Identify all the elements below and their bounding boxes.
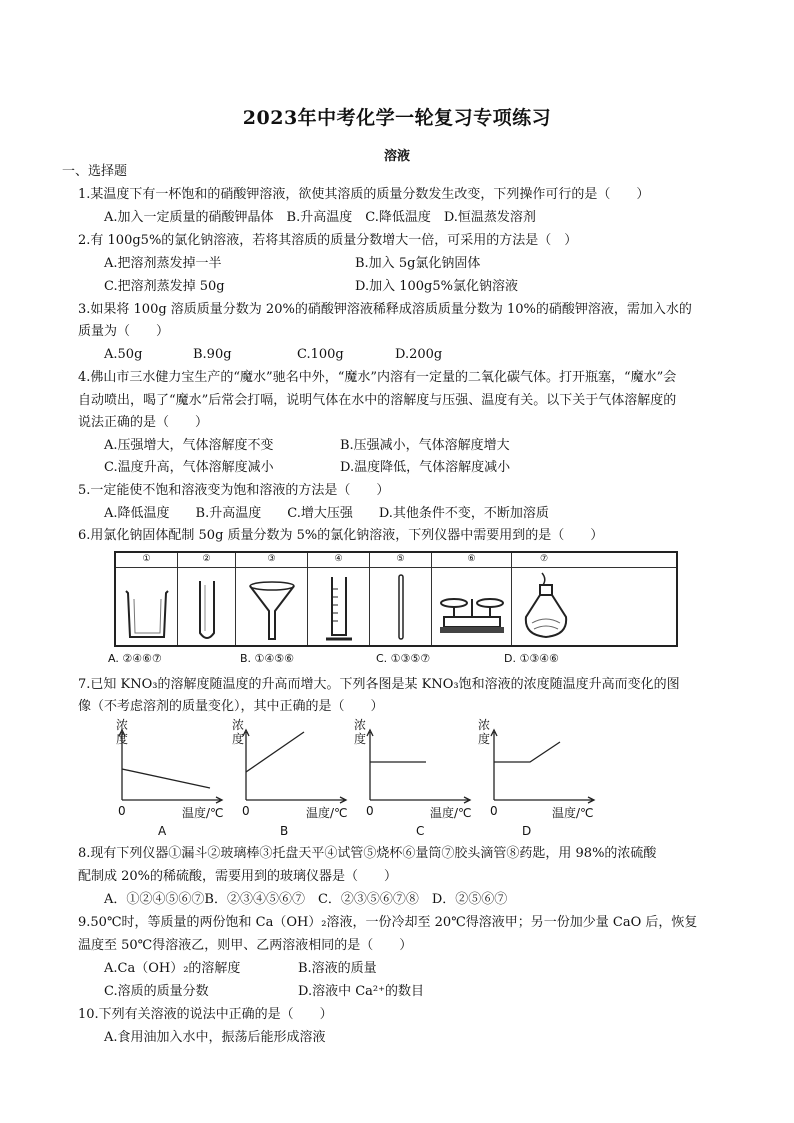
graph-ylabel: 度 — [478, 732, 491, 746]
q2-stem: 2.有 100g5%的氯化钠溶液，若将其溶质的质量分数增大一倍，可采用的方法是（ ） — [78, 233, 578, 248]
q9-option-c: C.溶质的质量分数 — [104, 984, 209, 999]
q1-stem: 1.某温度下有一杯饱和的硝酸钾溶液，欲使其溶质的质量分数发生改变，下列操作可行的是（ ） — [78, 187, 650, 202]
test-tube-icon — [178, 569, 236, 645]
instrument-number: ⑥ — [467, 554, 476, 564]
graph-origin: 0 — [118, 804, 126, 818]
q4-option-a: A.压强增大，气体溶解度不变 — [104, 438, 274, 453]
graph-a — [100, 716, 230, 838]
instrument-glass-rod — [370, 553, 432, 645]
q3-stem-line2: 质量为（ ） — [78, 324, 170, 339]
alcohol-lamp-icon — [512, 569, 582, 645]
q10-option-a: A.食用油加入水中，振荡后能形成溶液 — [104, 1030, 326, 1045]
graph-d — [472, 716, 602, 838]
graph-ylabel: 浓 — [232, 718, 245, 732]
graph-letter: A — [158, 824, 167, 838]
instrument-alcohol-lamp — [512, 553, 676, 645]
q6-stem: 6.用氯化钠固体配制 50g 质量分数为 5%的氯化钠溶液，下列仪器中需要用到的是（ ） — [78, 528, 604, 543]
instrument-number: ① — [142, 554, 151, 564]
q4-option-b: B.压强减小，气体溶解度增大 — [340, 438, 510, 453]
q5-stem: 5.一定能使不饱和溶液变为饱和溶液的方法是（ ） — [78, 483, 390, 498]
graph-xlabel: 温度/℃ — [430, 806, 472, 820]
q3-option-c: C.100g — [297, 347, 344, 362]
q7-stem-line1: 7.已知 KNO₃的溶解度随温度的升高而增大。下列各图是某 KNO₃饱和溶液的浓度随温度升高而变化的图 — [78, 677, 680, 692]
glass-rod-icon — [370, 569, 432, 645]
q1-options: A.加入一定质量的硝酸钾晶体 B.升高温度 C.降低温度 D.恒温蒸发溶剂 — [104, 210, 536, 225]
instrument-graduated-cylinder — [308, 553, 370, 645]
graph-letter: B — [280, 824, 289, 838]
graph-letter: C — [416, 824, 425, 838]
q2-option-a: A.把溶剂蒸发掉一半 — [104, 256, 222, 271]
graph-origin: 0 — [366, 804, 374, 818]
q2-option-b: B.加入 5g氯化钠固体 — [355, 256, 481, 271]
q2-option-d: D.加入 100g5%氯化钠溶液 — [355, 279, 518, 294]
q4-stem-line1: 4.佛山市三水健力宝生产的“魔水”驰名中外，“魔水”内溶有一定量的二氧化碳气体。打开瓶塞，“魔水”会 — [78, 370, 677, 385]
page-title: 2023年中考化学一轮复习专项练习 — [242, 107, 552, 129]
q8-options: A．①②④⑤⑥⑦B．②③④⑤⑥⑦ C．②③⑤⑥⑦⑧ D．②⑤⑥⑦ — [104, 892, 508, 907]
q9-stem-line1: 9.50℃时，等质量的两份饱和 Ca（OH）₂溶液，一份冷却至 20℃得溶液甲；另一份加少量 CaO 后，恢复 — [78, 915, 698, 930]
section-heading: 一、选择题 — [62, 164, 128, 179]
q9-option-b: B.溶液的质量 — [298, 961, 377, 976]
q2-option-c: C.把溶剂蒸发掉 50g — [104, 279, 225, 294]
q9-stem-line2: 温度至 50℃得溶液乙，则甲、乙两溶液相同的是（ ） — [78, 938, 413, 953]
instrument-number: ⑦ — [539, 554, 549, 564]
q6-option-d: D. ①③④⑥ — [504, 652, 559, 665]
q6-option-c: C. ①③⑤⑦ — [376, 652, 431, 665]
instrument-number: ⑤ — [396, 554, 405, 564]
graph-c — [348, 716, 478, 838]
balance-icon — [432, 569, 512, 645]
instrument-number: ③ — [267, 554, 276, 564]
graph-origin: 0 — [242, 804, 250, 818]
instrument-table — [114, 551, 678, 647]
graph-a-plot — [100, 716, 230, 811]
graph-ylabel: 浓 — [354, 718, 367, 732]
q3-option-d: D.200g — [395, 347, 443, 362]
instrument-balance — [432, 553, 512, 645]
instrument-beaker — [116, 553, 178, 645]
graph-ylabel: 度 — [354, 732, 367, 746]
instrument-number: ② — [202, 554, 211, 564]
graph-ylabel: 度 — [232, 732, 245, 746]
q9-option-a: A.Ca（OH）₂的溶解度 — [104, 961, 241, 976]
graph-ylabel: 浓 — [116, 718, 129, 732]
q8-stem-line2: 配制成 20%的稀硫酸，需要用到的玻璃仪器是（ ） — [78, 869, 398, 884]
graph-ylabel: 浓 — [478, 718, 491, 732]
instrument-test-tube — [178, 553, 236, 645]
q6-option-b: B. ①④⑤⑥ — [240, 652, 294, 665]
instrument-funnel — [236, 553, 308, 645]
graph-xlabel: 温度/℃ — [306, 806, 348, 820]
graph-ylabel: 度 — [116, 732, 129, 746]
graph-origin: 0 — [490, 804, 498, 818]
q7-stem-line2: 像（不考虑溶剂的质量变化），其中正确的是（ ） — [78, 699, 384, 714]
page-subtitle: 溶液 — [383, 149, 410, 164]
q9-option-d: D.溶液中 Ca²⁺的数目 — [298, 984, 424, 999]
graduated-cylinder-icon — [308, 569, 370, 645]
graph-b — [224, 716, 354, 838]
funnel-icon — [236, 569, 308, 645]
graph-xlabel: 温度/℃ — [552, 806, 594, 820]
q4-stem-line3: 说法正确的是（ ） — [78, 415, 209, 430]
q3-stem-line1: 3.如果将 100g 溶质质量分数为 20%的硝酸钾溶液稀释成溶质质量分数为 10%的硝酸钾溶液，需加入水的 — [78, 302, 692, 317]
graph-d-plot — [472, 716, 602, 811]
q4-option-c: C.温度升高，气体溶解度减小 — [104, 460, 274, 475]
instrument-number: ④ — [334, 554, 343, 564]
q4-stem-line2: 自动喷出，喝了“魔水”后常会打嗝，说明气体在水中的溶解度与压强、温度有关。以下关于气体溶解度的 — [78, 393, 677, 408]
graph-xlabel: 温度/℃ — [182, 806, 224, 820]
q4-option-d: D.温度降低，气体溶解度减小 — [340, 460, 511, 475]
q8-stem-line1: 8.现有下列仪器①漏斗②玻璃棒③托盘天平④试管⑤烧杯⑥量筒⑦胶头滴管⑧药匙，用 98%的浓硫酸 — [78, 846, 657, 861]
q5-options: A.降低温度 B.升高温度 C.增大压强 D.其他条件不变，不断加溶质 — [104, 506, 549, 521]
graph-c-plot — [348, 716, 478, 811]
q6-option-a: A. ②④⑥⑦ — [108, 652, 162, 665]
graph-letter: D — [522, 824, 532, 838]
beaker-icon — [116, 569, 178, 645]
graph-b-plot — [224, 716, 354, 811]
q3-option-a: A.50g — [104, 347, 143, 362]
q10-stem: 10.下列有关溶液的说法中正确的是（ ） — [78, 1007, 333, 1022]
q3-option-b: B.90g — [193, 347, 232, 362]
